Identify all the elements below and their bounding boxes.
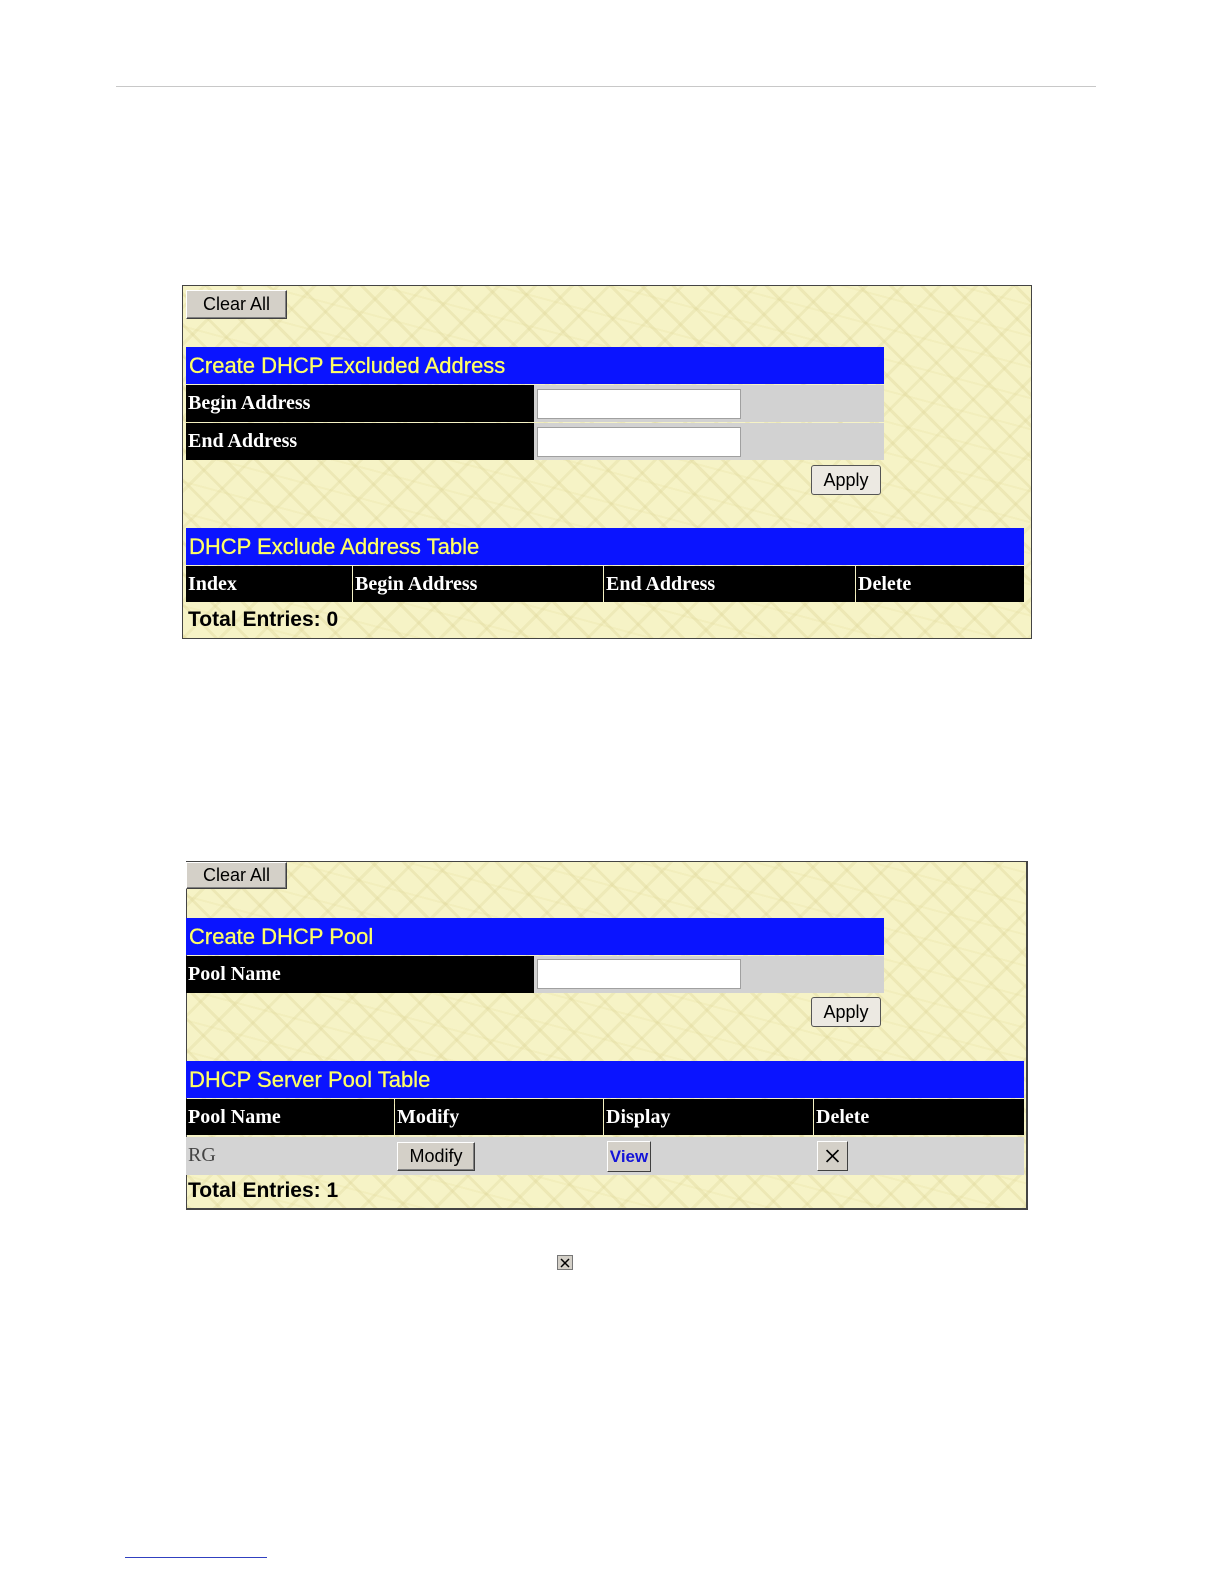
table-row — [186, 1137, 1024, 1175]
excluded-apply-button[interactable]: Apply — [811, 465, 881, 495]
create-dhcp-pool-header: Create DHCP Pool — [186, 918, 884, 955]
row-pool-name: RG — [188, 1144, 216, 1166]
view-button[interactable]: View — [607, 1141, 651, 1172]
col-end-address: End Address — [604, 566, 855, 602]
inline-delete-icon — [557, 1255, 573, 1270]
pool-clear-all-button[interactable]: Clear All — [186, 862, 287, 889]
col-pool-delete: Delete — [814, 1099, 1024, 1135]
end-address-input[interactable] — [537, 427, 741, 457]
excluded-clear-all-button[interactable]: Clear All — [186, 290, 287, 319]
exclude-address-table-header: DHCP Exclude Address Table — [186, 528, 1024, 565]
dhcp-server-pool-table-header: DHCP Server Pool Table — [186, 1061, 1024, 1098]
col-pool-name: Pool Name — [186, 1099, 394, 1135]
begin-address-label: Begin Address — [186, 385, 534, 422]
col-begin-address: Begin Address — [353, 566, 603, 602]
pool-name-input[interactable] — [537, 959, 741, 989]
begin-address-input[interactable] — [537, 389, 741, 419]
col-modify: Modify — [395, 1099, 603, 1135]
page-top-rule — [116, 86, 1096, 87]
col-index: Index — [186, 566, 352, 602]
create-excluded-address-header: Create DHCP Excluded Address — [186, 347, 884, 384]
pool-total-entries: Total Entries: 1 — [188, 1179, 339, 1202]
pool-apply-button[interactable]: Apply — [811, 997, 881, 1027]
col-delete: Delete — [856, 566, 1024, 602]
pool-name-label: Pool Name — [186, 956, 534, 993]
col-display: Display — [604, 1099, 813, 1135]
close-icon — [560, 1258, 570, 1268]
end-address-label: End Address — [186, 423, 534, 460]
excluded-total-entries: Total Entries: 0 — [188, 608, 339, 631]
modify-button[interactable]: Modify — [397, 1142, 475, 1171]
page-bottom-rule — [125, 1557, 267, 1558]
delete-button[interactable] — [817, 1141, 848, 1171]
close-icon — [824, 1146, 841, 1166]
